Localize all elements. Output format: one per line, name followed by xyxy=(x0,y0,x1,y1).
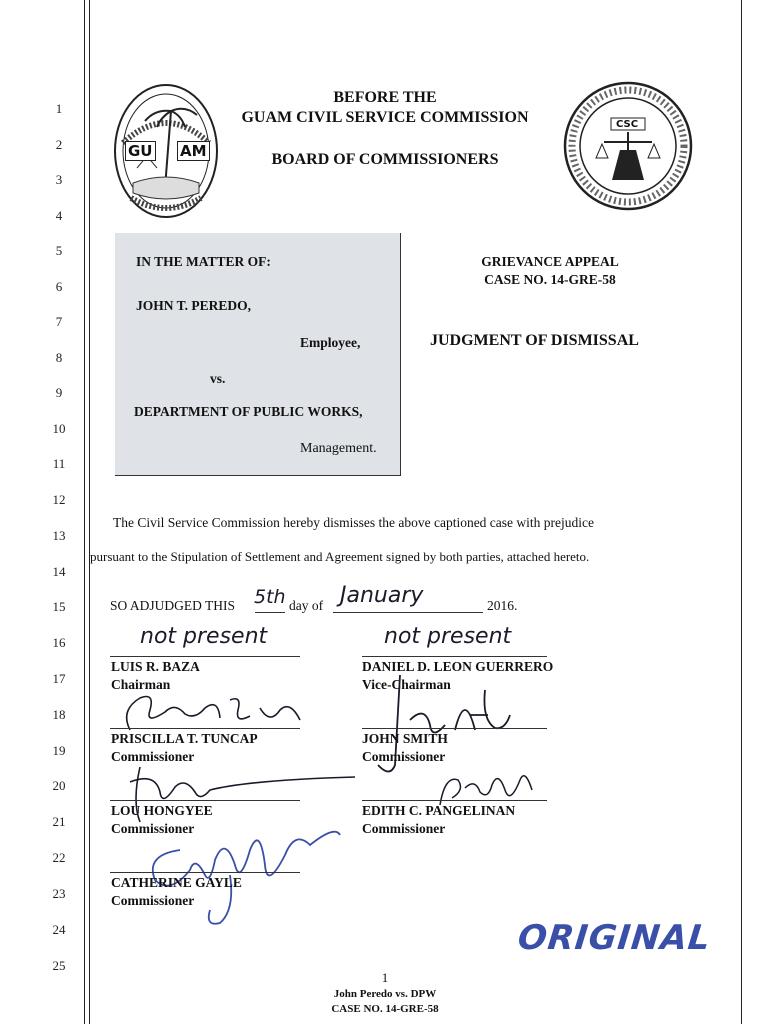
footer-page-number: 1 xyxy=(381,970,389,985)
line-number: 11 xyxy=(52,456,66,471)
header-board: BOARD OF COMMISSIONERS xyxy=(271,151,499,168)
signer-name: LOU HONGYEE xyxy=(111,803,213,818)
month-blank-line xyxy=(333,612,483,613)
original-stamp: ORIGINAL xyxy=(515,918,713,958)
judgment-title: JUDGMENT OF DISMISSAL xyxy=(430,332,639,349)
signer-name: PRISCILLA T. TUNCAP xyxy=(111,731,258,746)
line-number: 23 xyxy=(52,886,66,901)
line-number: 14 xyxy=(52,564,66,579)
signer-name: DANIEL D. LEON GUERRERO xyxy=(362,659,554,674)
body-paragraph-line2: pursuant to the Stipulation of Settlement and Agreement signed by both parties, attached hereto. xyxy=(90,549,590,564)
signature-line xyxy=(362,656,547,657)
line-number: 13 xyxy=(52,528,66,543)
signer-title: Commissioner xyxy=(362,749,446,764)
line-number: 16 xyxy=(52,635,66,650)
csc-label: CSC xyxy=(616,119,639,130)
matter-label: IN THE MATTER OF: xyxy=(136,254,271,269)
body-paragraph-line1: The Civil Service Commission hereby dismisses the above captioned case with prejudice xyxy=(113,515,595,530)
signature-line xyxy=(110,656,300,657)
line-number: 6 xyxy=(55,279,63,294)
signer-title: Vice-Chairman xyxy=(362,677,451,692)
signer-name: LUIS R. BAZA xyxy=(111,659,200,674)
line-number: 5 xyxy=(55,243,63,258)
line-number: 1 xyxy=(55,101,63,116)
line-number: 2 xyxy=(55,137,63,152)
versus-label: vs. xyxy=(210,371,226,386)
line-number: 21 xyxy=(52,814,66,829)
line-number: 12 xyxy=(52,492,66,507)
signer-name: EDITH C. PANGELINAN xyxy=(362,803,516,818)
line-number: 19 xyxy=(52,743,66,758)
line-number: 9 xyxy=(55,385,63,400)
signature-line xyxy=(110,872,300,873)
header-commission-name: GUAM CIVIL SERVICE COMMISSION xyxy=(241,109,529,126)
signer-name: JOHN SMITH xyxy=(362,731,448,746)
seal-am-label: AM xyxy=(177,141,210,161)
footer-case-title: John Peredo vs. DPW xyxy=(333,988,437,1000)
signer-title: Chairman xyxy=(111,677,171,692)
day-blank-line xyxy=(255,612,285,613)
adjudged-prefix: SO ADJUDGED THIS xyxy=(110,598,236,613)
handwritten-not-present: not present xyxy=(384,624,512,649)
signer-title: Commissioner xyxy=(111,749,195,764)
year-suffix: 2016. xyxy=(487,598,518,613)
line-number: 22 xyxy=(52,850,66,865)
line-number: 7 xyxy=(55,314,63,329)
signer-title: Commissioner xyxy=(111,893,195,908)
footer-case-number: CASE NO. 14-GRE-58 xyxy=(331,1003,439,1015)
signature-line xyxy=(362,728,547,729)
management-label: Management. xyxy=(300,441,377,456)
line-number: 3 xyxy=(55,172,63,187)
signature-line xyxy=(110,728,300,729)
employee-name: JOHN T. PEREDO, xyxy=(136,298,252,313)
line-number: 17 xyxy=(52,671,66,686)
employee-role: Employee, xyxy=(300,335,361,350)
line-number: 24 xyxy=(52,922,66,937)
line-number: 15 xyxy=(52,599,66,614)
signer-title: Commissioner xyxy=(111,821,195,836)
handwritten-month: January xyxy=(340,583,424,608)
left-margin-rule xyxy=(84,0,85,1024)
line-number: 4 xyxy=(55,208,63,223)
signer-title: Commissioner xyxy=(362,821,446,836)
signature-line xyxy=(110,800,300,801)
signer-name: CATHERINE GAYLE xyxy=(111,875,242,890)
department-name: DEPARTMENT OF PUBLIC WORKS, xyxy=(134,404,363,419)
line-number: 20 xyxy=(52,778,66,793)
handwritten-not-present: not present xyxy=(140,624,268,649)
signature-line xyxy=(362,800,547,801)
right-margin-rule xyxy=(741,0,742,1024)
line-number: 25 xyxy=(52,958,66,973)
csc-seal xyxy=(562,80,694,212)
case-type: GRIEVANCE APPEAL xyxy=(481,254,619,269)
line-number: 8 xyxy=(55,350,63,365)
case-number: CASE NO. 14-GRE-58 xyxy=(484,272,616,287)
day-of-label: day of xyxy=(289,598,324,613)
handwritten-day: 5th xyxy=(254,586,286,608)
left-margin-rule-inner xyxy=(89,0,90,1024)
line-number: 10 xyxy=(52,421,66,436)
header-before-the: BEFORE THE xyxy=(333,89,437,106)
line-number: 18 xyxy=(52,707,66,722)
seal-gu-label: GU xyxy=(125,141,156,161)
